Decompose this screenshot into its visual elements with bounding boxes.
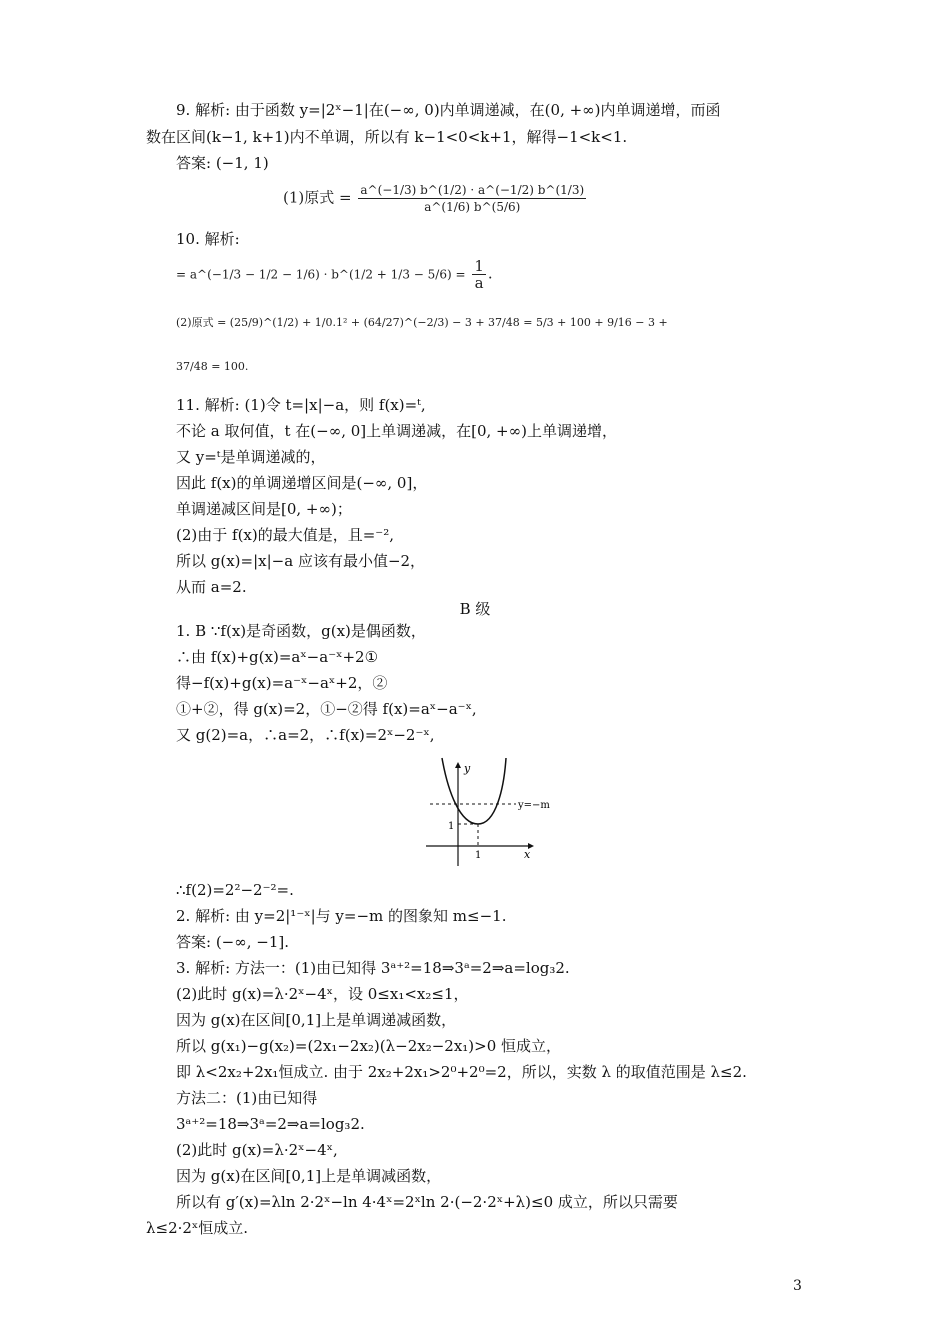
b2-line1: 2. 解析: 由 y=2|¹⁻ˣ|与 y=−m 的图象知 m≤−1. <box>176 907 507 925</box>
b3-line5: 即 λ<2x₂+2x₁恒成立. 由于 2x₂+2x₁>2⁰+2⁰=2，所以，实数 λ 的取值范围是 λ≤2. <box>176 1063 747 1081</box>
q11-line3: 又 y=ᵗ是单调递减的， <box>176 448 326 466</box>
b3-line3: 因为 g(x)在区间[0,1]上是单调递减函数， <box>176 1011 457 1029</box>
q10-eq1-numerator: a^(−1/3) b^(1/2) · a^(−1/2) b^(1/3) <box>360 183 585 197</box>
q10-eq2-den: a <box>474 274 484 292</box>
q10-eq1-prefix: (1)原式 = <box>283 188 352 207</box>
b3-line4: 所以 g(x₁)−g(x₂)=(2x₁−2x₂)(λ−2x₂−2x₁)>0 恒成立， <box>176 1037 562 1055</box>
line-label: y=−m <box>518 800 550 811</box>
b1-line3: 得−f(x)+g(x)=a⁻ˣ−aˣ+2，② <box>176 674 388 692</box>
y-axis-arrow <box>455 762 461 768</box>
b1-line1: 1. B ∵f(x)是奇函数，g(x)是偶函数， <box>176 622 426 640</box>
b1-line6: ∴f(2)=2²−2⁻²=. <box>176 881 294 899</box>
page-number: 3 <box>793 1278 802 1294</box>
q11-line2: 不论 a 取何值，t 在(−∞, 0]上单调递减，在[0, +∞)上单调递增， <box>176 422 617 440</box>
q11-line1: 11. 解析: (1)令 t=|x|−a，则 f(x)=ᵗ, <box>176 396 426 414</box>
curve-path <box>442 758 506 824</box>
b3-line11: λ≤2·2ˣ恒成立. <box>146 1219 249 1237</box>
q10-eq2-body: = a^(−1/3 − 1/2 − 1/6) · b^(1/2 + 1/3 − 5/6) = <box>176 267 466 282</box>
q10-eq2-num: 1 <box>474 257 484 275</box>
x-tick-1: 1 <box>475 850 482 861</box>
q11-line5: 单调递减区间是[0, +∞)； <box>176 500 352 518</box>
b3-line1: 3. 解析: 方法一：(1)由已知得 3ᵃ⁺²=18⇒3ᵃ=2⇒a=log₃2. <box>176 959 570 977</box>
q10-eq3-part2: + 1/0.1² + (64/27)^(−2/3) − 3 + 37/48 = 5/3 + 100 + 9/16 − 3 + <box>302 316 668 329</box>
q10-eq1-denominator: a^(1/6) b^(5/6) <box>424 200 521 214</box>
q10-label: 10. 解析: <box>176 230 240 248</box>
q9-line1: 9. 解析: 由于函数 y=|2ˣ−1|在(−∞, 0)内单调递减，在(0, +∞)内单调递增，而函 <box>176 101 721 119</box>
b3-line8: (2)此时 g(x)=λ·2ˣ−4ˣ, <box>176 1141 338 1159</box>
q10-eq1 <box>283 182 588 215</box>
q9-line2: 数在区间(k−1, k+1)内不单调，所以有 k−1<0<k+1，解得−1<k<1. <box>146 128 628 146</box>
x-axis-label: x <box>524 848 531 861</box>
q11-line6: (2)由于 f(x)的最大值是，且=⁻², <box>176 526 394 544</box>
q11-line7: 所以 g(x)=|x|−a 应该有最小值−2， <box>176 552 426 570</box>
q9-answer: 答案: (−1, 1) <box>176 154 269 172</box>
b3-line10: 所以有 g′(x)=λln 2·2ˣ−ln 4·4ˣ=2ˣln 2·(−2·2ˣ+λ)≤0 成立，所以只需要 <box>176 1193 678 1211</box>
function-graph <box>420 752 550 872</box>
b3-line7: 3ᵃ⁺²=18⇒3ᵃ=2⇒a=log₃2. <box>176 1115 365 1133</box>
b3-line6: 方法二：(1)由已知得 <box>176 1089 318 1107</box>
q10-eq3 <box>176 314 668 330</box>
b2-answer: 答案: (−∞, −1]. <box>176 933 290 951</box>
y-axis-label: y <box>464 762 471 775</box>
q10-eq3-part1: (25/9)^(1/2) <box>229 316 299 329</box>
y-tick-1: 1 <box>448 821 455 832</box>
q10-eq1-fraction <box>358 182 586 215</box>
q11-line8: 从而 a=2. <box>176 578 247 596</box>
b1-line5: 又 g(2)=a，∴a=2，∴f(x)=2ˣ−2⁻ˣ, <box>176 726 435 744</box>
section-b-heading: B 级 <box>459 600 491 618</box>
b1-line2: ∴由 f(x)+g(x)=aˣ−a⁻ˣ+2① <box>176 648 379 666</box>
q10-eq2: = a^(−1/3 − 1/2 − 1/6) · b^(1/2 + 1/3 − 5/6) = $\frac{1}{a}$ . <box>176 257 493 292</box>
b3-line2: (2)此时 g(x)=λ·2ˣ−4ˣ，设 0≤x₁<x₂≤1， <box>176 985 469 1003</box>
q10-eq3-prefix: (2)原式 = <box>176 316 227 329</box>
q10-eq4: 37/48 = 100. <box>176 360 249 373</box>
b3-line9: 因为 g(x)在区间[0,1]上是单调减函数， <box>176 1167 442 1185</box>
b1-line4: ①+②，得 g(x)=2，①−②得 f(x)=aˣ−a⁻ˣ, <box>176 700 477 718</box>
q10-eq2-fraction <box>472 258 486 291</box>
q11-line4: 因此 f(x)的单调递增区间是(−∞, 0]， <box>176 474 428 492</box>
